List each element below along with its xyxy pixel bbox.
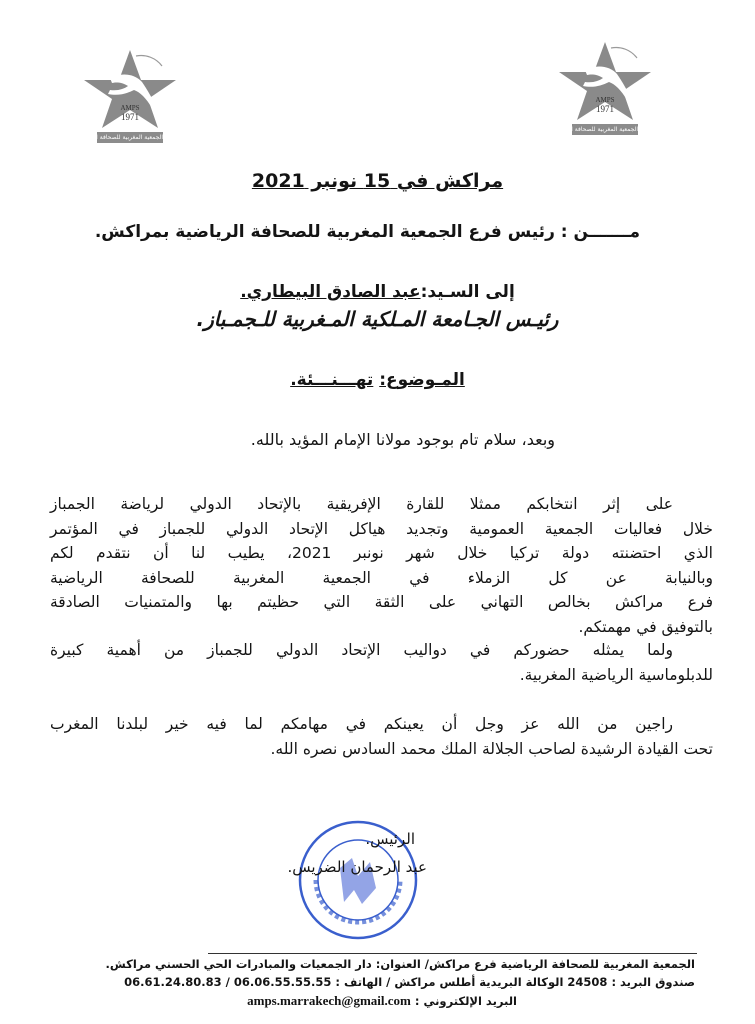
signature-name: عبد الرحمان الضريس. — [287, 858, 427, 876]
body-paragraph-1 — [50, 492, 713, 639]
paragraph-line: ولما يمثله حضوركم في دواليب الإتحاد الدولي للجمباز من أهمية كبيرة — [50, 641, 673, 659]
svg-text:AMPS: AMPS — [120, 104, 140, 112]
footer-address: الجمعية المغربية للصحافة الرياضية فرع مراكش/ العنوان: دار الجمعيات والمبادرات الحي الحسني مراكش. — [105, 957, 695, 971]
letter-subject — [0, 370, 755, 390]
star-runner-emblem-icon — [80, 48, 180, 130]
paragraph-line: تحت القيادة الرشيدة لصاحب الجلالة الملك محمد السادس نصره الله. — [270, 739, 713, 758]
paragraph-line: للدبلوماسية الرياضية المغربية. — [519, 665, 713, 684]
amps-logo-left — [77, 48, 180, 143]
amps-logo-right — [552, 40, 655, 135]
from-label: مـــــــن — [573, 222, 640, 242]
footer-divider — [208, 953, 697, 954]
paragraph-line: فرع مراكش بخالص التهاني على الثقة التي حظيتم بها والمتمنيات الصادقة — [50, 593, 713, 611]
letter-greeting: وبعد، سلام تام بوجود مولانا الإمام المؤيد بالله. — [250, 430, 555, 449]
logo-band-text: الجمعية المغربية للصحافة الرياضية — [77, 134, 163, 141]
recipient-title: رئيـس الجـامعة المـلكية المـغربية للـجمـباز. — [196, 307, 559, 331]
body-paragraph-3 — [50, 712, 713, 761]
email-link[interactable]: amps.marrakech@gmail.com — [247, 993, 411, 1008]
svg-text:1971: 1971 — [121, 112, 139, 122]
svg-text:1971: 1971 — [596, 104, 614, 114]
subject-label: المـوضوع: — [379, 370, 465, 390]
from-text: رئيس فرع الجمعية المغربية للصحافة الرياضية بمراكش. — [94, 222, 555, 242]
footer-email-line — [247, 993, 517, 1009]
paragraph-line: على إثر انتخابكم ممثلا للقارة الإفريقية بالإتحاد الدولي لرياضة الجمباز — [50, 495, 673, 513]
paragraph-line: راجين من الله عز وجل أن يعينكم في مهامكم لما فيه خير لبلدنا المغرب — [50, 715, 673, 733]
footer-contact: صندوق البريد : 24508 الوكالة البريدية أطلس مراكش / الهاتف : 06.06.55.55.55 / 06.61.24.80.83 — [124, 975, 695, 989]
body-paragraph-2 — [50, 638, 713, 687]
email-label: البريد الإلكتروني : — [414, 994, 517, 1008]
paragraph-line: وبالنيابة عن كل الزملاء في الجمعية المغربية للصحافة الرياضية — [50, 568, 713, 587]
letter-date: مراكش في 15 نونبر 2021 — [251, 170, 504, 192]
subject-text: تهـــنـــئة. — [290, 370, 374, 390]
recipient-name: عبد الصادق البيطاري. — [240, 282, 421, 302]
letter-from: مـــــــن : رئيس فرع الجمعية المغربية للصحافة الرياضية بمراكش. — [94, 222, 640, 242]
logo-band-text: الجمعية المغربية للصحافة الرياضية — [552, 126, 638, 133]
recipient-prefix: إلى السـيد: — [420, 282, 515, 302]
letter-recipient — [0, 282, 755, 302]
paragraph-line: بالتوفيق في مهمتكم. — [578, 617, 713, 636]
svg-text:AMPS: AMPS — [595, 96, 615, 104]
signature-title: الرئيس. — [365, 830, 415, 848]
paragraph-line: خلال فعاليات الجمعية العمومية وتجديد هياكل الإتحاد الدولي للجمباز في المؤتمر — [50, 519, 713, 538]
star-runner-emblem-icon — [555, 40, 655, 122]
paragraph-line: الذي احتضنته دولة تركيا خلال شهر نونبر 2021، يطيب لنا أن نتقدم لكم — [50, 544, 713, 562]
